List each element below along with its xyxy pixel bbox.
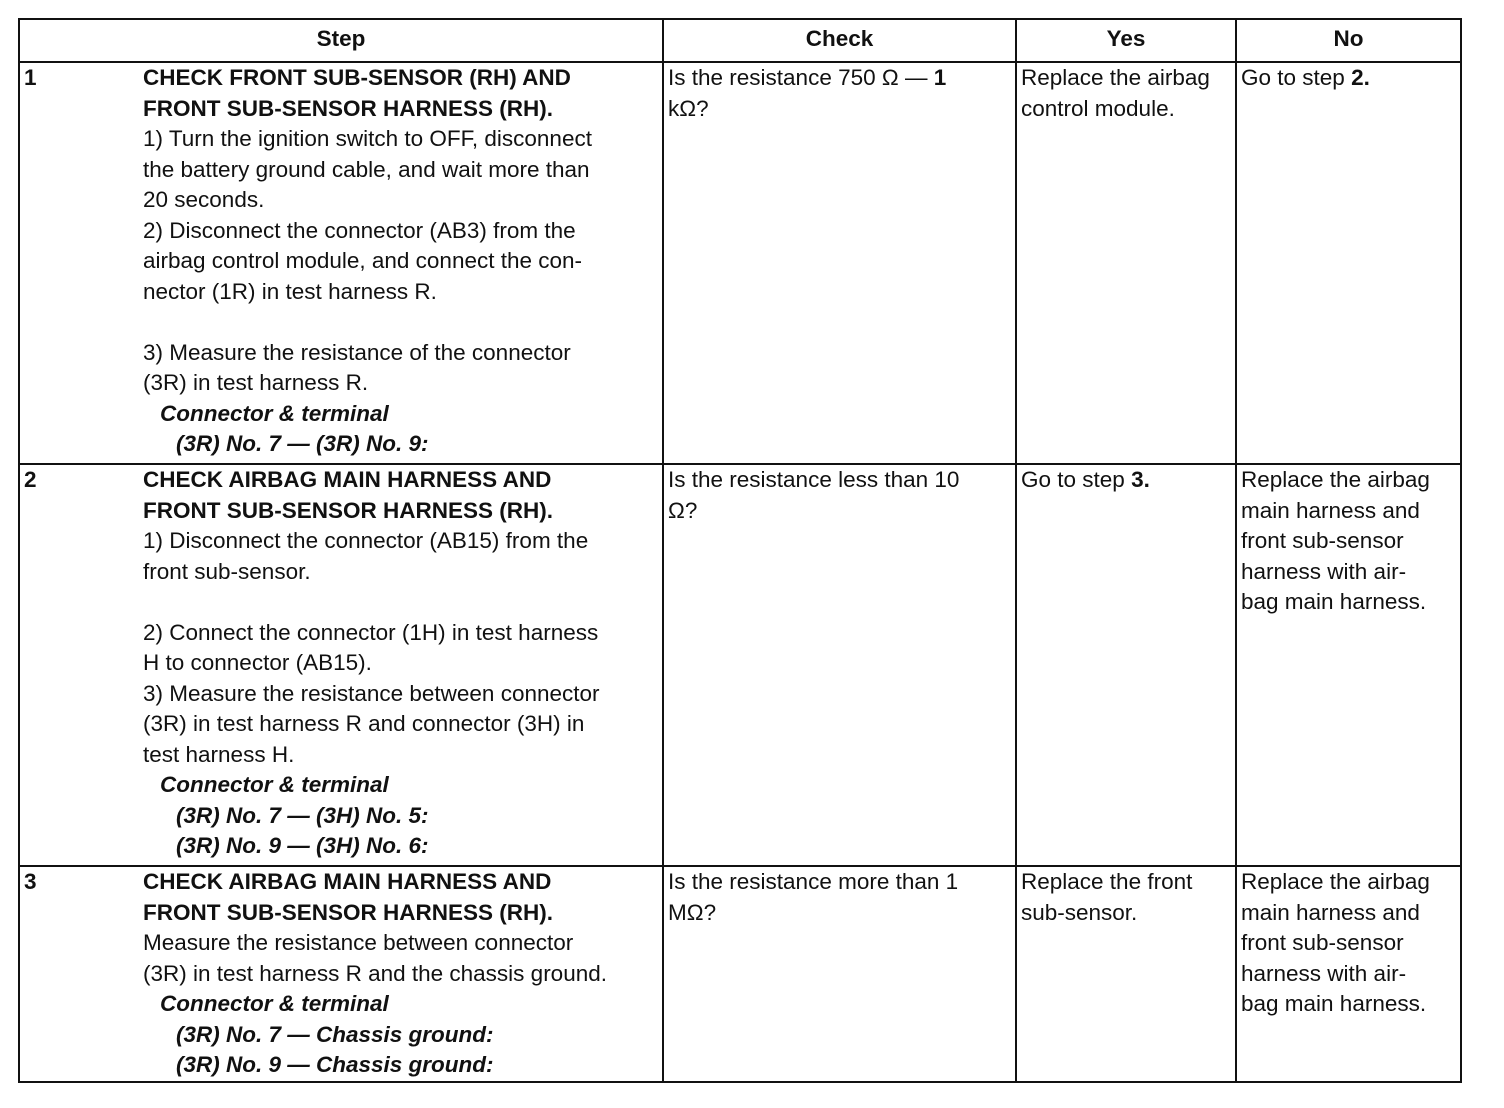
header-check: Check	[663, 19, 1016, 62]
check-cell	[663, 62, 1016, 464]
diagnostic-table	[18, 18, 1462, 1083]
table-row	[19, 62, 1461, 464]
step-title-line: FRONT SUB-SENSOR HARNESS (RH).	[143, 95, 554, 121]
yes-line: Replace the front	[1021, 869, 1193, 894]
step-number: 2	[24, 467, 37, 492]
step-title-line: FRONT SUB-SENSOR HARNESS (RH).	[143, 497, 554, 523]
step-number: 1	[24, 65, 37, 90]
step-number: 3	[24, 869, 37, 894]
terminal-line: (3R) No. 7 — (3H) No. 5:	[176, 802, 429, 828]
spacer	[143, 587, 658, 618]
procedure-line: Measure the resistance between connector	[143, 930, 574, 955]
step-cell	[19, 866, 663, 1082]
no-line: main harness and	[1241, 497, 1420, 523]
yes-line: sub-sensor.	[1021, 899, 1138, 925]
spacer	[143, 307, 658, 338]
no-line	[1241, 63, 1456, 94]
yes-line: control module.	[1021, 95, 1175, 121]
check-text: Is the resistance 750 Ω —	[668, 65, 934, 90]
yes-cell	[1016, 62, 1236, 464]
check-cell	[663, 866, 1016, 1082]
step-cell	[19, 464, 663, 866]
procedure-line: test harness H.	[143, 741, 295, 767]
terminal-line: (3R) No. 9 — (3H) No. 6:	[176, 833, 429, 858]
check-line: MΩ?	[668, 899, 717, 925]
header-no: No	[1236, 19, 1461, 62]
go-to-step: 2.	[1351, 65, 1370, 90]
go-to-step: 3.	[1131, 467, 1150, 492]
yes-line	[1021, 465, 1231, 496]
procedure-line: nector (1R) in test harness R.	[143, 278, 437, 304]
procedure-line: (3R) in test harness R and the chassis ground.	[143, 960, 607, 986]
check-line: kΩ?	[668, 95, 709, 121]
no-line: bag main harness.	[1241, 589, 1427, 614]
procedure-line: 1) Disconnect the connector (AB15) from the	[143, 528, 589, 553]
step-title-line: CHECK FRONT SUB-SENSOR (RH) AND	[143, 65, 571, 90]
procedure-line: 2) Disconnect the connector (AB3) from the	[143, 217, 576, 243]
header-yes: Yes	[1016, 19, 1236, 62]
check-line: Is the resistance less than 10	[668, 467, 960, 492]
no-line: bag main harness.	[1241, 991, 1427, 1016]
no-line: front sub-sensor	[1241, 528, 1404, 553]
connector-terminal-heading: Connector & terminal	[160, 991, 389, 1016]
no-cell	[1236, 464, 1461, 866]
procedure-line: 3) Measure the resistance between connector	[143, 680, 600, 706]
no-line: front sub-sensor	[1241, 930, 1404, 955]
connector-terminal-heading: Connector & terminal	[160, 772, 389, 797]
procedure-line: 1) Turn the ignition switch to OFF, disconnect	[143, 126, 592, 151]
procedure-line: 3) Measure the resistance of the connector	[143, 339, 571, 365]
no-line: harness with air-	[1241, 558, 1407, 584]
step-title-line: CHECK AIRBAG MAIN HARNESS AND	[143, 869, 552, 894]
no-line: Replace the airbag	[1241, 467, 1430, 492]
go-to-text: Go to step	[1241, 65, 1352, 90]
procedure-line: (3R) in test harness R.	[143, 370, 369, 395]
check-line: Is the resistance more than 1	[668, 869, 959, 894]
yes-line: Replace the airbag	[1021, 65, 1210, 90]
header-row	[19, 19, 1461, 62]
check-line	[668, 63, 1011, 94]
no-line: main harness and	[1241, 899, 1420, 925]
check-cell	[663, 464, 1016, 866]
check-line: Ω?	[668, 497, 698, 523]
terminal-line: (3R) No. 7 — Chassis ground:	[176, 1021, 494, 1047]
table-row	[19, 464, 1461, 866]
no-line: harness with air-	[1241, 960, 1407, 986]
connector-terminal-heading: Connector & terminal	[160, 400, 389, 426]
procedure-line: H to connector (AB15).	[143, 650, 372, 675]
no-cell	[1236, 62, 1461, 464]
no-cell	[1236, 866, 1461, 1082]
procedure-line: airbag control module, and connect the con-	[143, 248, 583, 273]
terminal-line: (3R) No. 7 — (3R) No. 9:	[176, 431, 429, 456]
header-step: Step	[19, 19, 663, 62]
procedure-line: (3R) in test harness R and connector (3H) in	[143, 711, 585, 736]
no-line: Replace the airbag	[1241, 869, 1430, 894]
procedure-line: the battery ground cable, and wait more than	[143, 156, 590, 182]
procedure-line: 20 seconds.	[143, 187, 265, 212]
procedure-line: 2) Connect the connector (1H) in test harness	[143, 619, 599, 645]
check-value: 1	[933, 65, 947, 90]
step-cell	[19, 62, 663, 464]
table-row	[19, 866, 1461, 1082]
procedure-line: front sub-sensor.	[143, 558, 311, 584]
step-title-line: CHECK AIRBAG MAIN HARNESS AND	[143, 467, 552, 492]
yes-cell	[1016, 464, 1236, 866]
step-title-line: FRONT SUB-SENSOR HARNESS (RH).	[143, 899, 554, 925]
yes-cell	[1016, 866, 1236, 1082]
go-to-text: Go to step	[1021, 467, 1132, 492]
terminal-line: (3R) No. 9 — Chassis ground:	[176, 1052, 494, 1077]
